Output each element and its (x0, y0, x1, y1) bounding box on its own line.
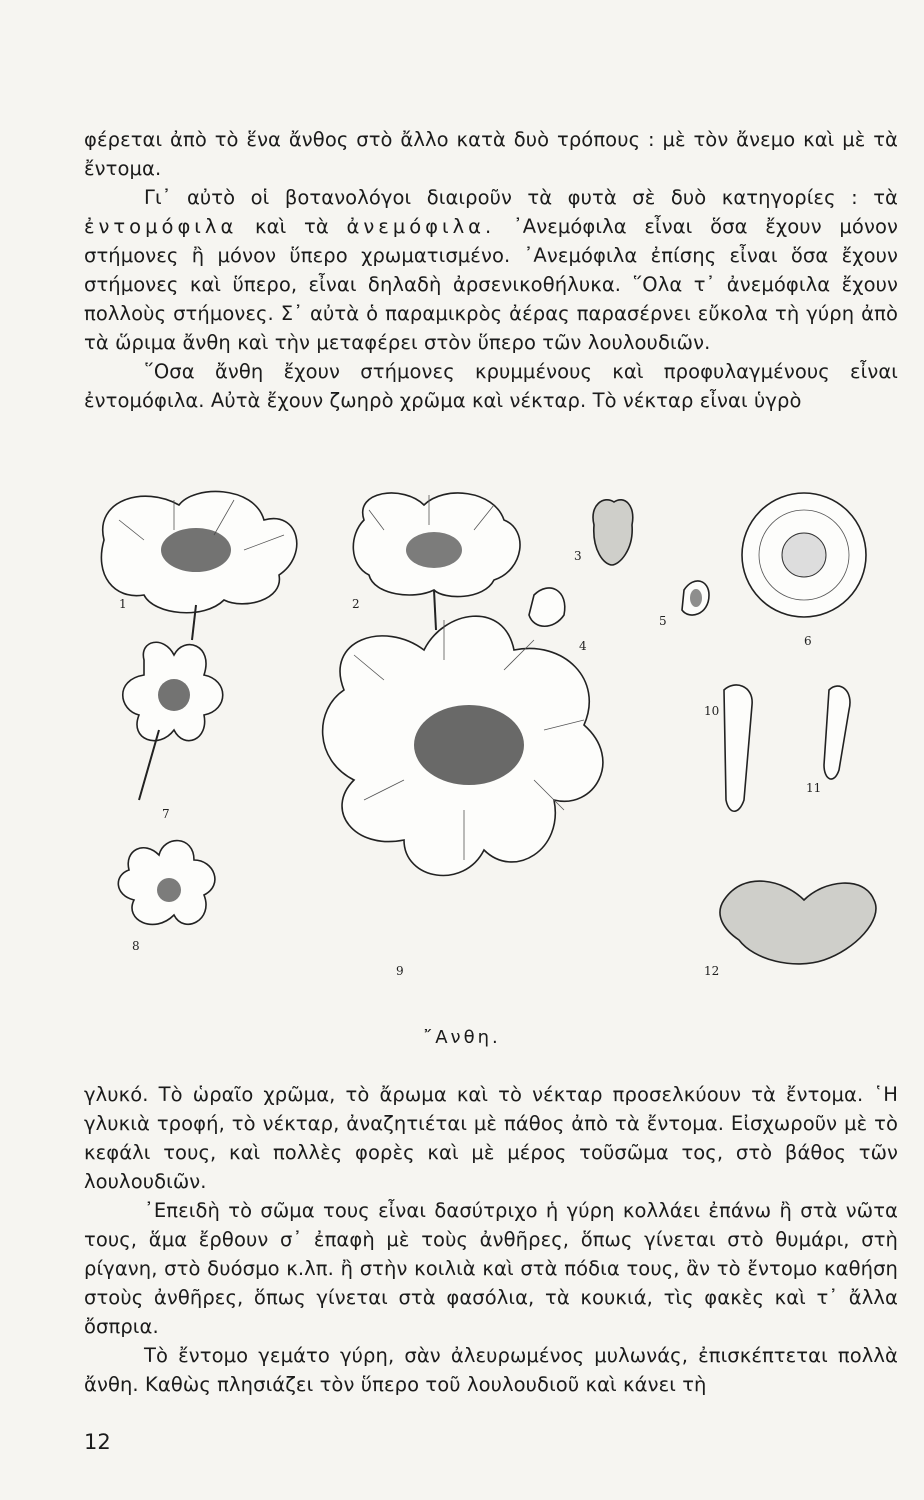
paragraph: Τὸ ἔντομο γεμάτο γύρη, σὰν ἀλευρωμένος μυλωνάς, ἐπισκέπτεται πολλὰ ἄνθη. Καθὼς πλησιάζει τὸν ὕπερο τοῦ λουλουδιοῦ καὶ κάνει τὴ (84, 1344, 898, 1396)
flower-2-drawing (353, 493, 520, 630)
flower-10-drawing (724, 685, 752, 811)
flower-11-drawing (824, 686, 850, 779)
figure-label: 1 (119, 597, 127, 611)
figure-label: 12 (704, 964, 720, 978)
flower-6-diagram (742, 493, 866, 617)
flower-3-drawing (593, 500, 633, 565)
flowers-illustration (84, 480, 898, 1040)
figure-label: 10 (704, 704, 720, 718)
figure-label: 8 (132, 939, 140, 953)
term-entomophilous: ἐντομόφιλα (84, 215, 238, 238)
flower-8-drawing (118, 841, 215, 925)
figure-label: 11 (806, 781, 822, 795)
figure-label: 2 (352, 597, 360, 611)
flower-7-drawing (123, 642, 223, 800)
paragraph: φέρεται ἀπὸ τὸ ἕνα ἄνθος στὸ ἄλλο κατὰ δυὸ τρόπους : μὲ τὸν ἄνεμο καὶ μὲ τὰ ἔντομα. (84, 128, 898, 180)
text-span: καὶ τὰ (255, 215, 329, 238)
flower-9-drawing (323, 616, 603, 875)
page-number: 12 (84, 1430, 111, 1454)
paragraph (84, 183, 898, 357)
text-span: Γι᾽ αὐτὸ οἱ βοτανολόγοι διαιροῦν τὰ φυτὰ σὲ δυὸ κατηγορίες : τὰ (144, 186, 898, 209)
flower-12-drawing (720, 881, 876, 964)
paragraph: ᾽Επειδὴ τὸ σῶμα τους εἶναι δασύτριχο ἡ γύρη κολλάει ἐπάνω ἢ στὰ νῶτα τους, ἅμα ἔρθουν σ᾽ ἐπαφὴ μὲ τοὺς ἀνθῆρες, ὅπως γίνεται στὸ θυμάρι, στὴ ρίγανη, στὸ δυόσμο κ.λπ. ἢ στὴν κοιλιὰ καὶ στὰ πόδια τους, ἂν τὸ ἔντομο καθήση στοὺς ἀνθῆρες, ὅπως γίνεται στὰ φασόλια, τὰ κουκιά, τὶς φακὲς καὶ τ᾽ ἄλλα ὄσπρια. (84, 1199, 898, 1338)
figure-label: 6 (804, 634, 812, 648)
figure-label: 3 (574, 549, 582, 563)
paragraph: ῞Οσα ἄνθη ἔχουν στήμονες κρυμμένους καὶ προφυλαγμένους εἶναι ἐντομόφιλα. Αὐτὰ ἔχουν ζωηρὸ χρῶμα καὶ νέκταρ. Τὸ νέκταρ εἶναι ὑγρὸ (84, 360, 898, 412)
flower-4-drawing (529, 588, 565, 626)
top-text-block (84, 125, 898, 415)
figure-label: 7 (162, 807, 170, 821)
flowers-drawing (84, 480, 898, 1040)
term-anemophilous: ἀνεμόφιλα. (346, 215, 496, 238)
paragraph: γλυκό. Τὸ ὡραῖο χρῶμα, τὸ ἄρωμα καὶ τὸ νέκταρ προσελκύουν τὰ ἔντομα. ῾Η γλυκιὰ τροφή, τὸ νέκταρ, ἀναζητιέται μὲ πάθος ἀπὸ τὰ ἔντομα. Εἰσχωροῦν μὲ τὸ κεφάλι τους, καὶ πολλὲς φορὲς καὶ μὲ μέρος τοῦσῶμα τος, στὸ βάθος τῶν λουλουδιῶν. (84, 1083, 898, 1193)
text-span: ᾽Ανεμόφιλα εἶναι ὅσα ἔχουν μόνον στήμονες ἢ μόνον ὕπερο χρωματισμένο. ᾽Ανεμόφιλα ἐπίσης εἶναι ὅσα ἔχουν στήμονες καὶ ὕπερο, εἶναι δηλαδὴ ἀρσενικοθήλυκα. ῞Ολα τ᾽ ἀνεμόφιλα ἔχουν πολλοὺς στήμονες. Σ᾽ αὐτὰ ὁ παραμικρὸς ἀέρας παρασέρνει εὔκολα τὴ γύρη ἀπὸ τὰ ὥριμα ἄνθη καὶ τὴν μεταφέρει στὸν ὕπερο τῶν λουλουδιῶν. (84, 215, 898, 354)
figure-label: 5 (659, 614, 667, 628)
flower-1-drawing (101, 491, 296, 640)
figure-caption: ῎Ανθη. (423, 1027, 501, 1048)
bottom-text-block (84, 1080, 898, 1399)
figure-label: 9 (396, 964, 404, 978)
flower-5-drawing (682, 581, 709, 615)
figure-label: 4 (579, 639, 587, 653)
